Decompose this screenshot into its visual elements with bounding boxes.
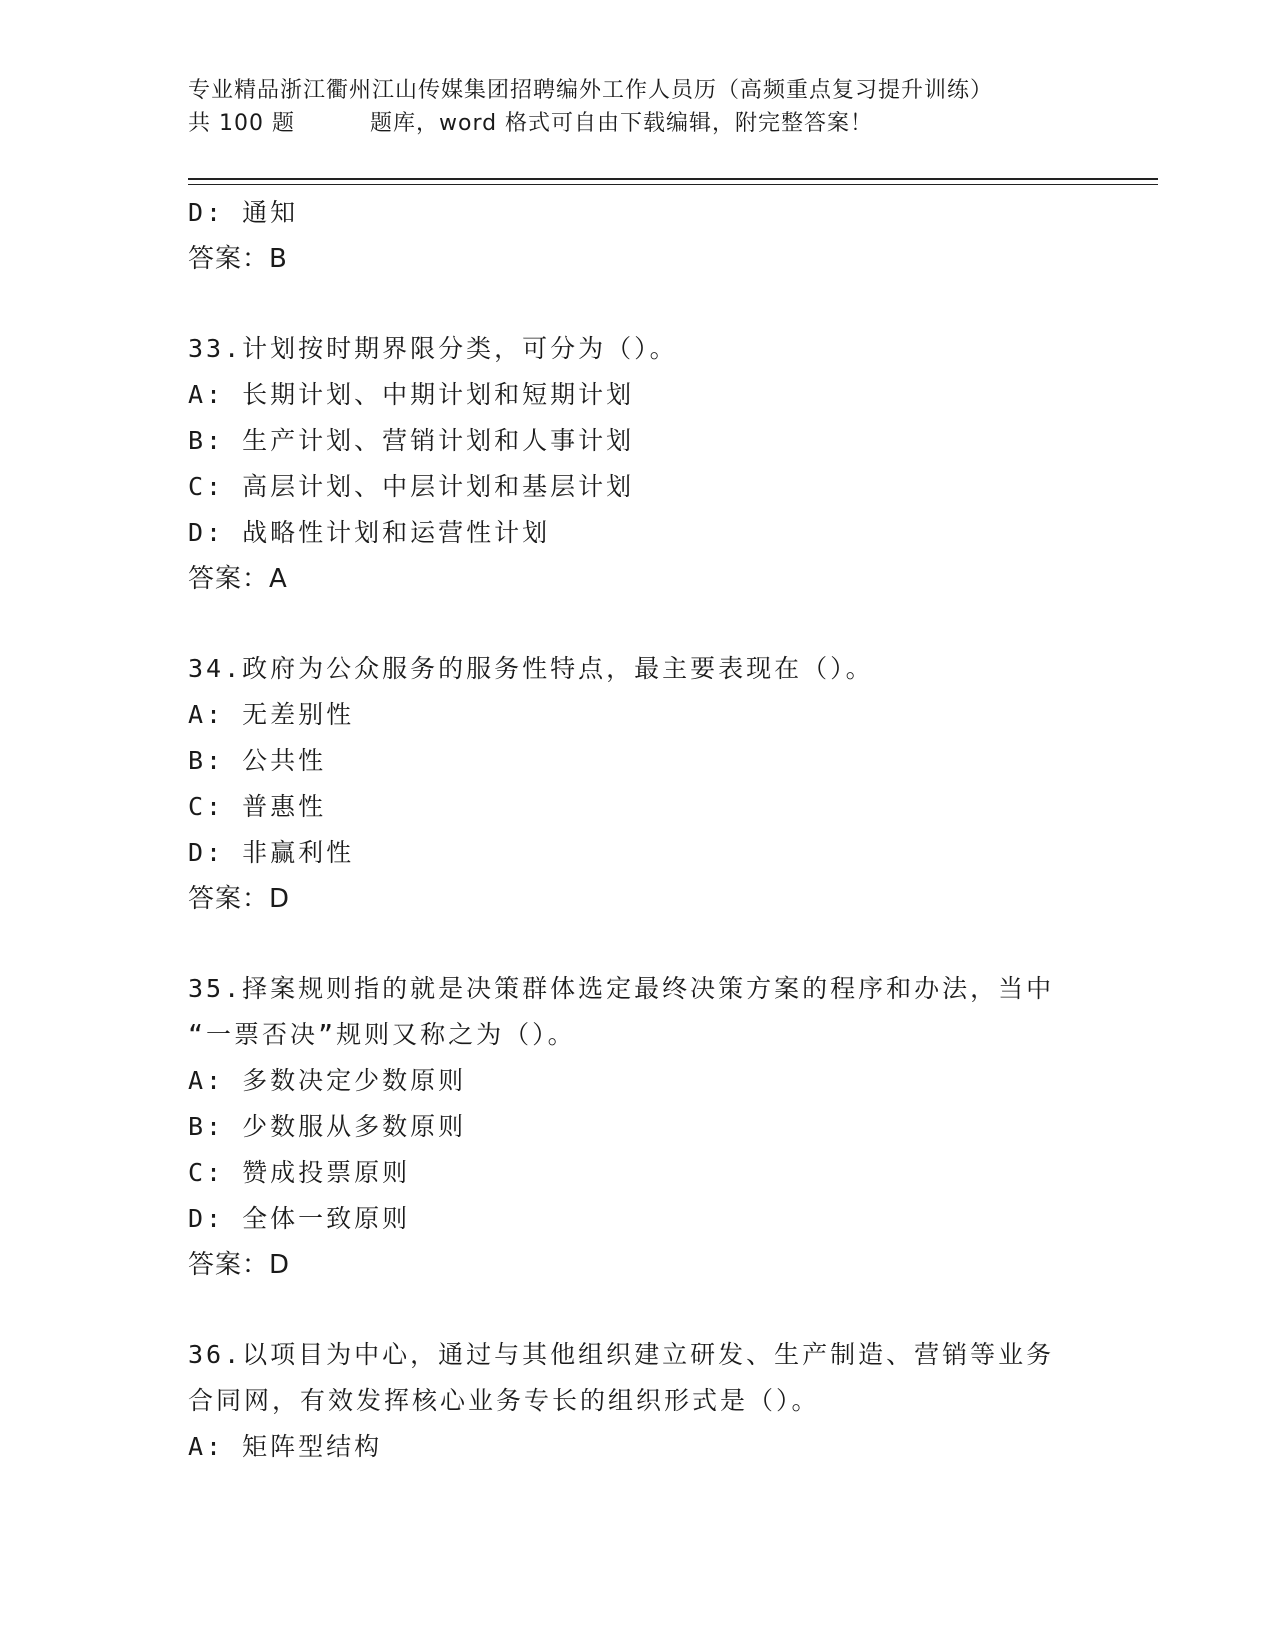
option-b: B: 生产计划、营销计划和人事计划 <box>188 426 635 455</box>
option-b: B: 少数服从多数原则 <box>188 1112 467 1141</box>
header-count: 共 100 题 <box>188 111 295 136</box>
answer-line: 答案：A <box>188 564 288 594</box>
option-a: A: 多数决定少数原则 <box>188 1066 467 1095</box>
option-a: A: 矩阵型结构 <box>188 1432 383 1461</box>
header-title: 专业精品浙江衢州江山传媒集团招聘编外工作人员历（高频重点复习提升训练） <box>188 78 994 103</box>
option-a: A: 长期计划、中期计划和短期计划 <box>188 380 635 409</box>
option-b: B: 公共性 <box>188 746 327 775</box>
option-c: C: 高层计划、中层计划和基层计划 <box>188 472 635 501</box>
option-d: D: 通知 <box>188 198 299 227</box>
question-text: 34.政府为公众服务的服务性特点，最主要表现在（）。 <box>188 654 874 683</box>
question-34 <box>188 646 1108 922</box>
header-description: 题库，word 格式可自由下载编辑，附完整答案！ <box>369 111 874 136</box>
question-text: 33.计划按时期界限分类，可分为（）。 <box>188 334 678 363</box>
header-subtitle <box>188 107 1158 140</box>
question-text: 35.择案规则指的就是决策群体选定最终决策方案的程序和办法，当中 <box>188 974 1055 1003</box>
answer-line: 答案：D <box>188 884 291 914</box>
question-text-continued: “一票否决”规则又称之为（）。 <box>188 1020 576 1049</box>
answer-line: 答案：D <box>188 1250 291 1280</box>
answer-line: 答案：B <box>188 244 288 274</box>
question-33 <box>188 326 1108 602</box>
option-c: C: 普惠性 <box>188 792 327 821</box>
question-32-tail <box>188 190 1108 282</box>
question-36 <box>188 1332 1108 1470</box>
header-divider-thick <box>188 178 1158 180</box>
header-divider-thin <box>188 184 1158 185</box>
question-text: 36.以项目为中心，通过与其他组织建立研发、生产制造、营销等业务 <box>188 1340 1055 1369</box>
option-d: D: 战略性计划和运营性计划 <box>188 518 551 547</box>
option-d: D: 全体一致原则 <box>188 1204 411 1233</box>
question-text-continued: 合同网，有效发挥核心业务专长的组织形式是（）。 <box>188 1386 820 1415</box>
question-35 <box>188 966 1108 1288</box>
option-c: C: 赞成投票原则 <box>188 1158 411 1187</box>
document-header <box>188 74 1158 140</box>
option-d: D: 非赢利性 <box>188 838 355 867</box>
question-list <box>188 190 1108 1470</box>
option-a: A: 无差别性 <box>188 700 355 729</box>
